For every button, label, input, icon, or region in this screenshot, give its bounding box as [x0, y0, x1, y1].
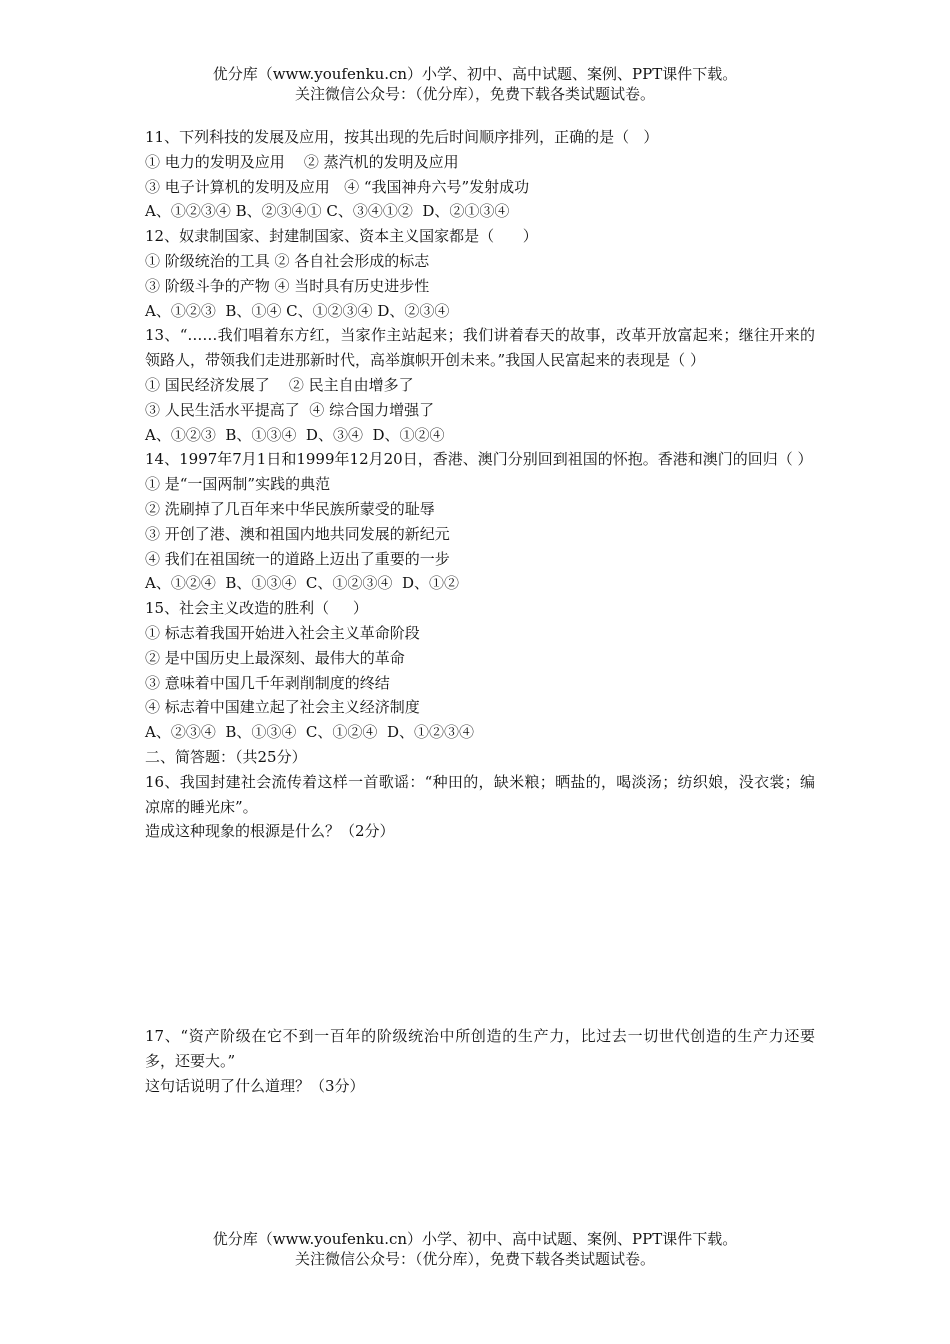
question-15	[145, 596, 815, 745]
question-16-stem: 16、我国封建社会流传着这样一首歌谣：“种田的，缺米粮；晒盐的，喝淡汤；纺织娘，没衣裳；编凉席的睡光床”。	[145, 772, 815, 816]
question-15-stem: 15、社会主义改造的胜利（ ）	[145, 599, 368, 618]
question-12-stem: 12、奴隶制国家、封建制国家、资本主义国家都是（ ）	[145, 227, 538, 246]
answer-space-16[interactable]	[145, 844, 815, 1024]
question-15-option-1: ① 标志着我国开始进入社会主义革命阶段	[145, 623, 420, 642]
question-13-options-1: ① 国民经济发展了 ② 民主自由增多了	[145, 375, 414, 394]
question-11-stem: 11、下列科技的发展及应用，按其出现的先后时间顺序排列，正确的是（ ）	[145, 128, 659, 146]
question-16	[145, 770, 815, 1024]
question-15-choices: A、②③④ B、①③④ C、①②④ D、①②③④	[145, 723, 474, 742]
question-12-choices: A、①②③ B、①④ C、①②③④ D、②③④	[145, 301, 450, 320]
page-footer	[0, 1229, 950, 1269]
question-14-choices: A、①②④ B、①③④ C、①②③④ D、①②	[145, 574, 459, 593]
question-11-choices: A、①②③④ B、②③④① C、③④①② D、②①③④	[145, 202, 510, 221]
footer-line-1: 优分库（www.youfenku.cn）小学、初中、高中试题、案例、PPT课件下载。	[212, 1230, 738, 1248]
question-17-stem: 17、“资产阶级在它不到一百年的阶级统治中所创造的生产力，比过去一切世代创造的生产力还要多，还要大。”	[145, 1027, 815, 1070]
question-12-options-2: ③ 阶级斗争的产物 ④ 当时具有历史进步性	[145, 276, 430, 295]
question-13-options-2: ③ 人民生活水平提高了 ④ 综合国力增强了	[145, 400, 435, 419]
question-14-option-4: ④ 我们在祖国统一的道路上迈出了重要的一步	[145, 549, 450, 568]
question-14-option-2: ② 洗刷掉了几百年来中华民族所蒙受的耻辱	[145, 499, 435, 518]
exam-content	[145, 125, 815, 1099]
question-16-prompt: 造成这种现象的根源是什么？（2分）	[145, 822, 395, 841]
section-2-title: 二、简答题：（共25分）	[145, 747, 307, 766]
question-17-prompt: 这句话说明了什么道理？（3分）	[145, 1076, 365, 1095]
question-11-options-2: ③ 电子计算机的发明及应用 ④ “我国神舟六号”发射成功	[145, 177, 530, 196]
question-11	[145, 125, 815, 224]
question-17	[145, 1024, 815, 1098]
question-11-options-1: ① 电力的发明及应用 ② 蒸汽机的发明及应用	[145, 152, 459, 171]
question-13-choices: A、①②③ B、①③④ D、③④ D、①②④	[145, 425, 445, 444]
question-13	[145, 323, 815, 447]
question-12-options-1: ① 阶级统治的工具 ② 各自社会形成的标志	[145, 251, 430, 270]
header-line-2: 关注微信公众号：（优分库），免费下载各类试题试卷。	[294, 85, 655, 103]
footer-line-2: 关注微信公众号：（优分库），免费下载各类试题试卷。	[294, 1250, 655, 1268]
question-14-stem: 14、1997年7月1日和1999年12月20日，香港、澳门分别回到祖国的怀抱。香港和澳门的回归（ ）	[145, 450, 813, 469]
question-14-option-1: ① 是“一国两制”实践的典范	[145, 475, 331, 494]
question-12	[145, 224, 815, 323]
question-13-stem: 13、“……我们唱着东方红，当家作主站起来；我们讲着春天的故事，改革开放富起来；继往开来的领路人，带领我们走进那新时代，高举旗帜开创未来。”我国人民富起来的表现是（ ）	[145, 326, 815, 370]
question-15-option-2: ② 是中国历史上最深刻、最伟大的革命	[145, 648, 405, 667]
question-14-option-3: ③ 开创了港、澳和祖国内地共同发展的新纪元	[145, 524, 450, 543]
page-header	[0, 64, 950, 104]
question-15-option-4: ④ 标志着中国建立起了社会主义经济制度	[145, 698, 420, 717]
question-14	[145, 447, 815, 596]
header-line-1: 优分库（www.youfenku.cn）小学、初中、高中试题、案例、PPT课件下载。	[212, 65, 738, 83]
question-15-option-3: ③ 意味着中国几千年剥削制度的终结	[145, 673, 390, 692]
